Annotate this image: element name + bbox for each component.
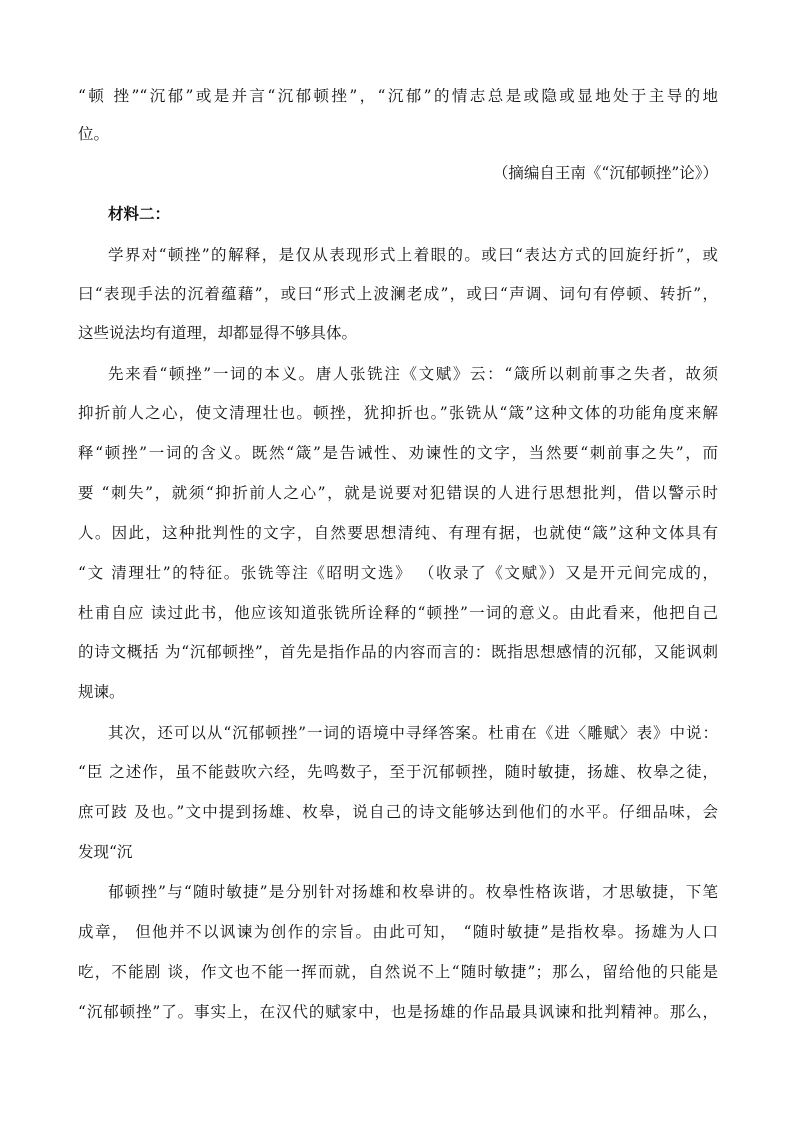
text-line: “顿 挫”“沉郁”或是并言“沉郁顿挫”，“沉郁”的情志总是或隐或显地处于主导的地 (78, 87, 718, 105)
text-line: “沉郁顿挫”了。事实上，在汉代的赋家中，也是扬雄的作品最具讽谏和批判精神。那么， (78, 1003, 718, 1021)
text-line: 先来看“顿挫”一词的本义。唐人张铣注《文赋》云：“箴所以刺前事之失者，故须 (108, 365, 718, 383)
section-heading: 材料二： (108, 204, 171, 223)
text-line: 学界对“顿挫”的解释，是仅从表现形式上着眼的。或曰“表达方式的回旋纡折”，或 (108, 246, 718, 264)
text-line: 位。 (78, 125, 110, 143)
source-citation: （摘编自王南《“沉郁顿挫”论》） (492, 164, 718, 182)
text-line: 规谏。 (78, 683, 125, 701)
text-line: 杜甫自应 读过此书，他应该知道张铣所诠释的“顿挫”一词的意义。由此看来，他把自己 (78, 604, 718, 622)
text-line: 成章， 但他并不以讽谏为创作的宗旨。由此可知， “随时敏捷”是指枚皋。扬雄为人口 (78, 923, 718, 941)
text-line: “臣 之述作，虽不能鼓吹六经，先鸣数子，至于沉郁顿挫，随时敏捷，扬雄、枚皋之徒， (78, 763, 718, 781)
text-line: “文 清理壮”的特征。张铣等注《昭明文选》 （收录了《文赋》）又是开元间完成的， (78, 564, 718, 582)
text-line: 释“顿挫”一词的含义。既然“箴”是告诫性、劝谏性的文字，当然要“刺前事之失”，而 (78, 444, 718, 462)
text-line: 其次，还可以从“沉郁顿挫”一词的语境中寻绎答案。杜甫在《进〈雕赋〉表》中说： (108, 724, 718, 742)
text-line: 这些说法均有道理，却都显得不够具体。 (78, 324, 358, 342)
text-line: 发现“沉 (78, 843, 133, 861)
text-line: 要 “刺失”，就须“抑折前人之心”，就是说要对犯错误的人进行思想批判，借以警示时 (78, 484, 718, 502)
text-line: 吃，不能剧 谈，作文也不能一挥而就，自然说不上“随时敏捷”；那么，留给他的只能是 (78, 963, 718, 981)
text-line: 的诗文概括 为“沉郁顿挫”，首先是指作品的内容而言的：既指思想感情的沉郁，又能讽刺 (78, 643, 718, 661)
text-line: 曰“表现手法的沉着蕴藉”，或曰“形式上波澜老成”，或曰“声调、词句有停顿、转折”， (78, 285, 718, 303)
text-line: 庶可跂 及也。”文中提到扬雄、枚皋，说自己的诗文能够达到他们的水平。仔细品味，会 (78, 803, 718, 821)
text-line: 郁顿挫”与“随时敏捷”是分别针对扬雄和枚皋讲的。枚皋性格诙谐，才思敏捷，下笔 (108, 883, 718, 901)
text-line: 人。因此，这种批判性的文字，自然要思想清纯、有理有据，也就使“箴”这种文体具有 (78, 524, 718, 542)
text-line: 抑折前人之心，使文清理壮也。顿挫，犹抑折也。”张铣从“箴”这种文体的功能角度来解 (78, 404, 718, 422)
